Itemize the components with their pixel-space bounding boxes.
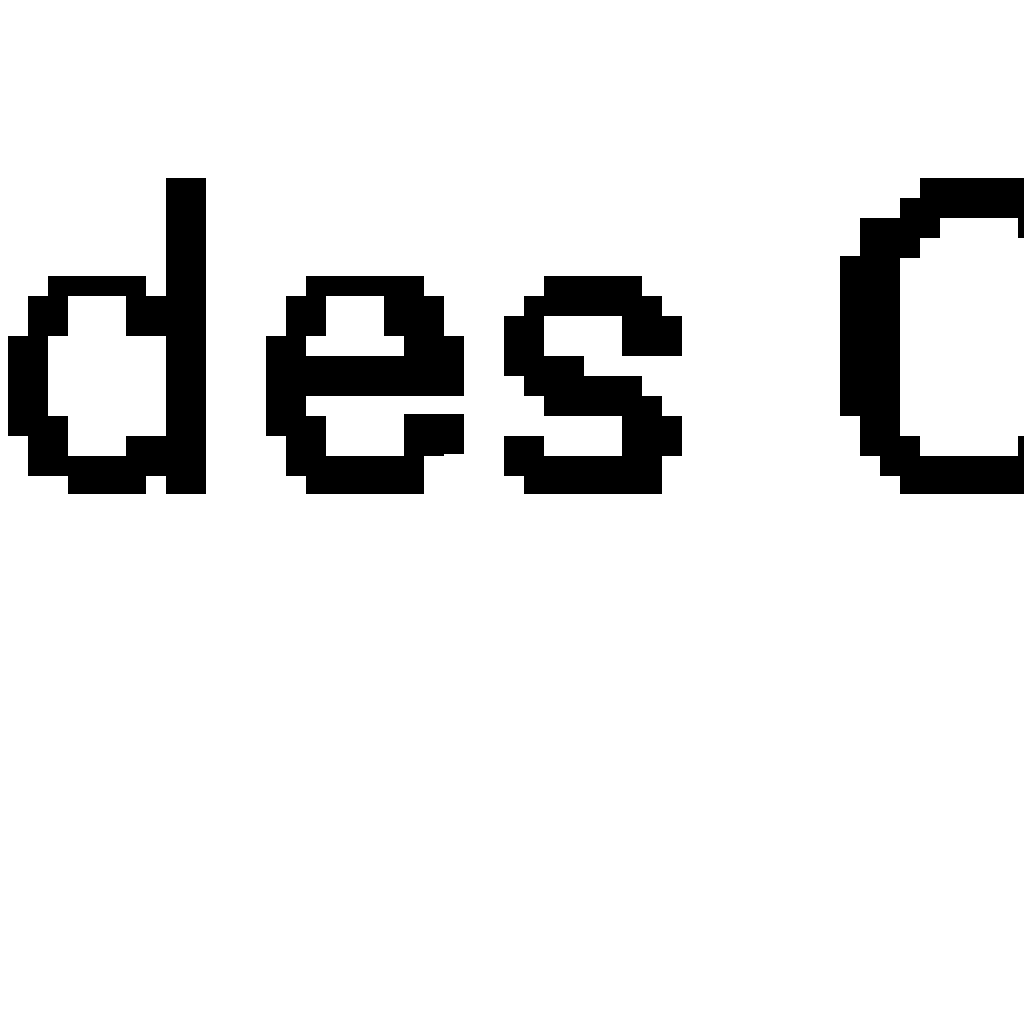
glyph-e	[266, 276, 464, 494]
glyph-c-partial	[840, 178, 1024, 494]
glyph-s	[504, 276, 682, 494]
glyph-d	[8, 178, 206, 494]
